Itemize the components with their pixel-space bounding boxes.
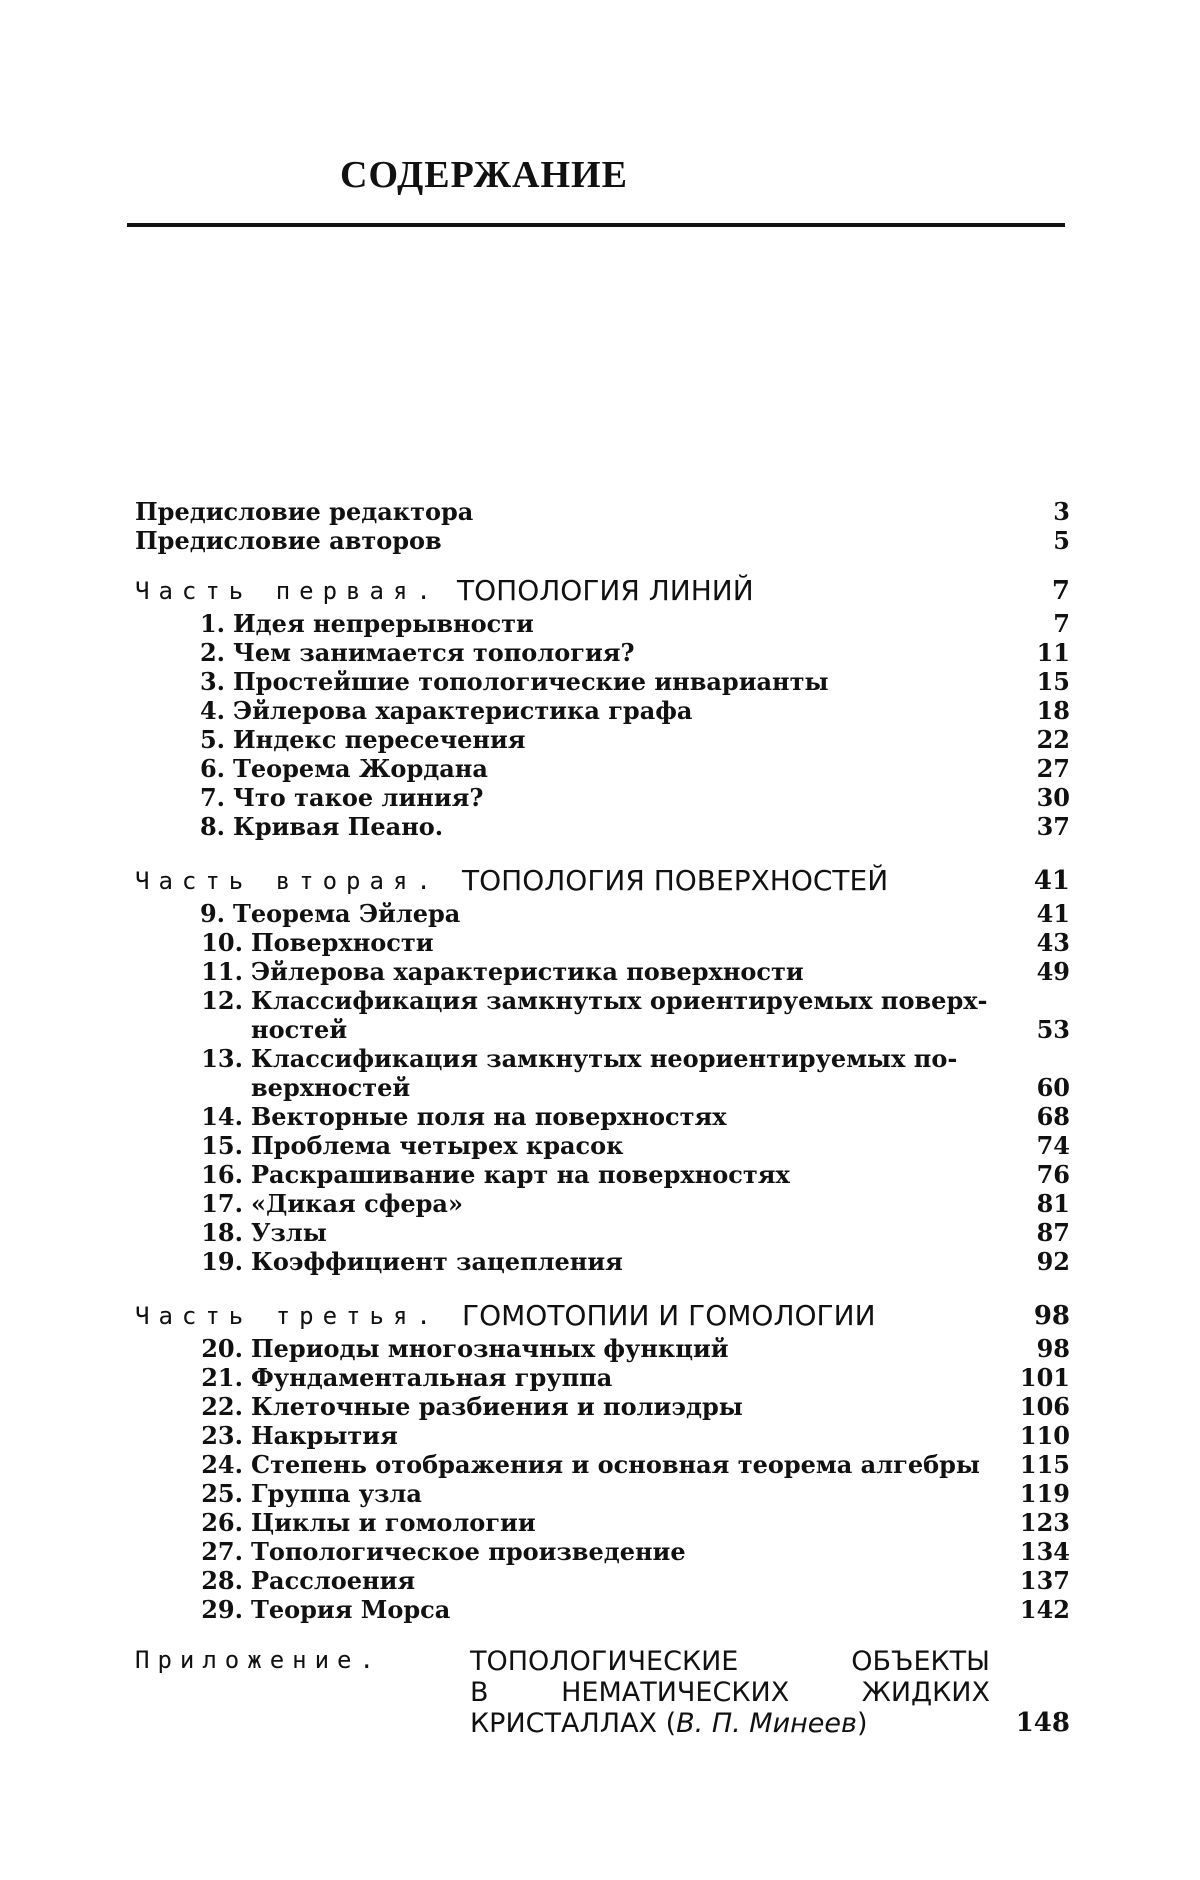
chapter-number: 21. <box>193 1363 243 1392</box>
chapter-title: Чем занимается топология? <box>233 638 635 667</box>
chapter-number: 17. <box>193 1189 243 1218</box>
chapter-title: Идея непрерывности <box>233 609 534 638</box>
table-of-contents <box>135 497 1070 1746</box>
toc-entry-page: 5 <box>1053 526 1070 555</box>
toc-chapter[interactable] <box>135 1595 1070 1624</box>
toc-chapter[interactable] <box>135 1334 1070 1363</box>
chapter-page: 43 <box>1037 928 1070 957</box>
chapter-page: 101 <box>1020 1363 1070 1392</box>
part-heading-2[interactable] <box>135 863 1070 899</box>
part-page: 41 <box>1034 863 1070 899</box>
chapter-page: 27 <box>1037 754 1070 783</box>
chapter-number: 28. <box>193 1566 243 1595</box>
toc-chapter[interactable] <box>135 1392 1070 1421</box>
chapter-title: Проблема четырех красок <box>251 1131 624 1160</box>
chapter-page: 68 <box>1037 1102 1070 1131</box>
toc-chapter[interactable] <box>135 783 1070 812</box>
chapter-page: 15 <box>1037 667 1070 696</box>
chapter-title: Теорема Жордана <box>233 754 488 783</box>
toc-chapter[interactable] <box>135 1508 1070 1537</box>
toc-chapter[interactable] <box>135 725 1070 754</box>
toc-chapter[interactable] <box>135 1189 1070 1218</box>
chapter-page: 11 <box>1037 638 1070 667</box>
toc-chapter[interactable] <box>135 928 1070 957</box>
chapter-number: 19. <box>193 1247 243 1276</box>
chapter-page: 76 <box>1037 1160 1070 1189</box>
toc-chapter[interactable] <box>135 609 1070 638</box>
chapter-title: Клеточные разбиения и полиэдры <box>251 1392 743 1421</box>
chapter-page: 115 <box>1020 1450 1070 1479</box>
part-title: ТОПОЛОГИЯ ПОВЕРХНОСТЕЙ <box>462 863 888 899</box>
toc-chapter[interactable] <box>135 754 1070 783</box>
chapter-title: Накрытия <box>251 1421 398 1450</box>
chapter-number: 18. <box>193 1218 243 1247</box>
toc-chapter[interactable] <box>135 1479 1070 1508</box>
toc-chapter[interactable] <box>135 1044 1070 1073</box>
toc-chapter[interactable] <box>135 1247 1070 1276</box>
part-title: ТОПОЛОГИЯ ЛИНИЙ <box>457 573 754 609</box>
chapter-page: 81 <box>1037 1189 1070 1218</box>
chapter-page: 30 <box>1037 783 1070 812</box>
chapter-title: Раскрашивание карт на поверхностях <box>251 1160 790 1189</box>
appendix-entry[interactable] <box>135 1646 1070 1746</box>
chapter-title-continued: верхностей <box>251 1073 410 1102</box>
toc-chapter[interactable] <box>135 667 1070 696</box>
appendix-title-line-3-close: ) <box>857 1708 868 1739</box>
chapter-page: 106 <box>1020 1392 1070 1421</box>
chapter-title: Эйлерова характеристика графа <box>233 696 692 725</box>
appendix-label: Приложение. <box>135 1646 382 1674</box>
chapter-title: Эйлерова характеристика поверхности <box>251 957 804 986</box>
chapter-title: Теория Морса <box>251 1595 450 1624</box>
chapter-page: 60 <box>1037 1073 1070 1102</box>
chapter-title: Расслоения <box>251 1566 415 1595</box>
chapter-number: 15. <box>193 1131 243 1160</box>
chapter-title: Топологическое произведение <box>251 1537 686 1566</box>
toc-entry-editor-preface[interactable] <box>135 497 1070 526</box>
toc-chapter[interactable] <box>135 899 1070 928</box>
toc-chapter[interactable] <box>135 1218 1070 1247</box>
chapter-number: 13. <box>193 1044 243 1073</box>
chapter-page: 134 <box>1020 1537 1070 1566</box>
toc-chapter[interactable] <box>135 696 1070 725</box>
toc-chapter[interactable] <box>135 986 1070 1015</box>
appendix-title-line-2: В НЕМАТИЧЕСКИХ ЖИДКИХ <box>470 1677 990 1708</box>
toc-chapter[interactable] <box>135 1450 1070 1479</box>
chapter-title: Циклы и гомологии <box>251 1508 536 1537</box>
title-rule <box>127 223 1065 227</box>
toc-entry-label: Предисловие редактора <box>135 497 473 526</box>
part-heading-1[interactable] <box>135 573 1070 609</box>
chapter-page: 41 <box>1037 899 1070 928</box>
chapter-page: 98 <box>1037 1334 1070 1363</box>
chapter-number: 10. <box>193 928 243 957</box>
chapter-page: 22 <box>1037 725 1070 754</box>
appendix-author: В. П. Минеев <box>676 1708 857 1739</box>
chapter-number: 23. <box>193 1421 243 1450</box>
chapter-number: 7. <box>175 783 225 812</box>
chapter-number: 14. <box>193 1102 243 1131</box>
chapter-number: 8. <box>175 812 225 841</box>
part-title: ГОМОТОПИИ И ГОМОЛОГИИ <box>462 1298 876 1334</box>
chapter-number: 29. <box>193 1595 243 1624</box>
part-label: Часть вторая. <box>135 863 440 899</box>
part-heading-3[interactable] <box>135 1298 1070 1334</box>
toc-chapter-continued[interactable] <box>135 1073 1070 1102</box>
toc-chapter[interactable] <box>135 957 1070 986</box>
chapter-title: Простейшие топологические инварианты <box>233 667 829 696</box>
toc-chapter-continued[interactable] <box>135 1015 1070 1044</box>
chapter-number: 2. <box>175 638 225 667</box>
part-label: Часть первая. <box>135 573 440 609</box>
chapter-number: 1. <box>175 609 225 638</box>
chapter-title: Индекс пересечения <box>233 725 526 754</box>
toc-chapter[interactable] <box>135 638 1070 667</box>
appendix-title <box>470 1646 990 1739</box>
chapter-title: Теорема Эйлера <box>233 899 460 928</box>
chapter-number: 12. <box>193 986 243 1015</box>
toc-chapter[interactable] <box>135 812 1070 841</box>
toc-chapter[interactable] <box>135 1160 1070 1189</box>
chapter-page: 87 <box>1037 1218 1070 1247</box>
toc-entry-label: Предисловие авторов <box>135 526 442 555</box>
chapter-number: 20. <box>193 1334 243 1363</box>
chapter-page: 92 <box>1037 1247 1070 1276</box>
chapter-number: 16. <box>193 1160 243 1189</box>
toc-chapter[interactable] <box>135 1131 1070 1160</box>
chapter-page: 74 <box>1037 1131 1070 1160</box>
chapter-number: 6. <box>175 754 225 783</box>
toc-chapter[interactable] <box>135 1102 1070 1131</box>
part-page: 7 <box>1052 573 1070 609</box>
chapter-number: 3. <box>175 667 225 696</box>
part-page: 98 <box>1034 1298 1070 1334</box>
chapter-title: Периоды многозначных функций <box>251 1334 729 1363</box>
chapter-title: Группа узла <box>251 1479 422 1508</box>
chapter-number: 26. <box>193 1508 243 1537</box>
toc-chapter[interactable] <box>135 1421 1070 1450</box>
chapter-number: 5. <box>175 725 225 754</box>
chapter-page: 110 <box>1020 1421 1070 1450</box>
chapter-title: Фундаментальная группа <box>251 1363 612 1392</box>
chapter-title: Классификация замкнутых ориентируемых поверх- <box>251 986 988 1015</box>
part-label: Часть третья. <box>135 1298 440 1334</box>
chapter-page: 119 <box>1020 1479 1070 1508</box>
chapter-title: Узлы <box>251 1218 327 1247</box>
chapter-number: 24. <box>193 1450 243 1479</box>
appendix-title-line-3 <box>470 1708 990 1739</box>
chapter-page: 137 <box>1020 1566 1070 1595</box>
toc-chapter[interactable] <box>135 1537 1070 1566</box>
chapter-title: «Дикая сфера» <box>251 1189 463 1218</box>
chapter-number: 9. <box>175 899 225 928</box>
chapter-number: 11. <box>193 957 243 986</box>
chapter-page: 18 <box>1037 696 1070 725</box>
toc-chapter[interactable] <box>135 1363 1070 1392</box>
chapter-title: Коэффициент зацепления <box>251 1247 623 1276</box>
chapter-page: 142 <box>1020 1595 1070 1624</box>
chapter-title: Векторные поля на поверхностях <box>251 1102 727 1131</box>
chapter-page: 53 <box>1037 1015 1070 1044</box>
chapter-number: 25. <box>193 1479 243 1508</box>
toc-chapter[interactable] <box>135 1566 1070 1595</box>
chapter-title: Поверхности <box>251 928 434 957</box>
chapter-page: 37 <box>1037 812 1070 841</box>
chapter-title: Степень отображения и основная теорема алгебры <box>251 1450 980 1479</box>
toc-entry-page: 3 <box>1053 497 1070 526</box>
appendix-page: 148 <box>1016 1708 1070 1738</box>
chapter-title: Кривая Пеано. <box>233 812 443 841</box>
chapter-title: Классификация замкнутых неориентируемых по- <box>251 1044 957 1073</box>
appendix-title-line-3-main: КРИСТАЛЛАХ ( <box>470 1708 676 1739</box>
page-title: СОДЕРЖАНИЕ <box>340 150 628 200</box>
chapter-page: 7 <box>1053 609 1070 638</box>
appendix-title-line-1: ТОПОЛОГИЧЕСКИЕ ОБЪЕКТЫ <box>470 1646 990 1677</box>
chapter-number: 4. <box>175 696 225 725</box>
chapter-number: 22. <box>193 1392 243 1421</box>
chapter-number: 27. <box>193 1537 243 1566</box>
chapter-page: 49 <box>1037 957 1070 986</box>
chapter-page: 123 <box>1020 1508 1070 1537</box>
chapter-title: Что такое линия? <box>233 783 483 812</box>
chapter-title-continued: ностей <box>251 1015 347 1044</box>
toc-entry-authors-preface[interactable] <box>135 526 1070 555</box>
